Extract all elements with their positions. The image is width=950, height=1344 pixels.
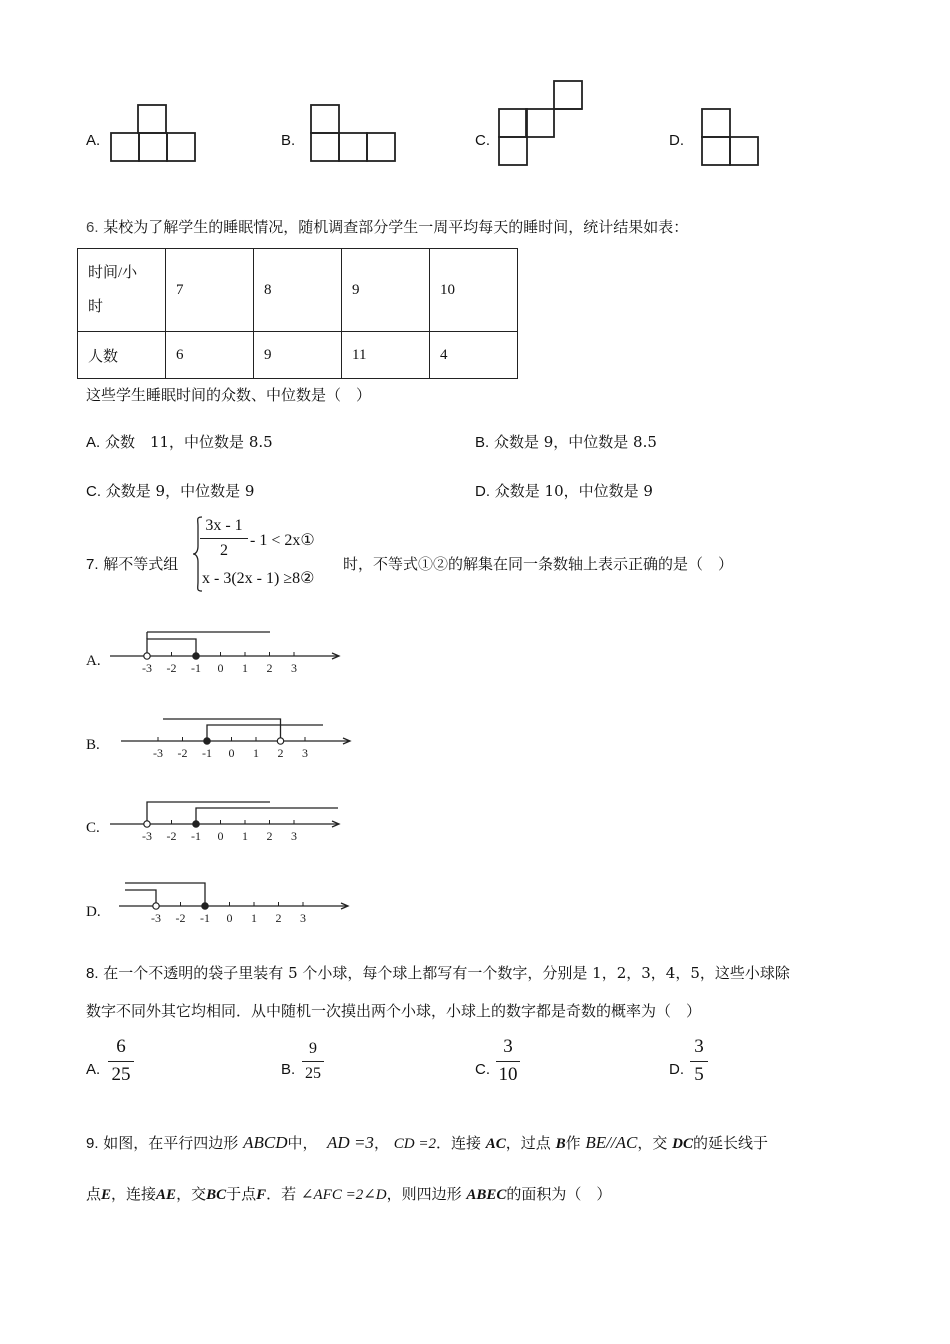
q6-option-b[interactable] (475, 431, 657, 452)
q6-count-cell: 11 (342, 332, 430, 379)
q7-ineq1-rest: - 1 < 2x① (250, 532, 315, 549)
axis-tick-label: 3 (291, 829, 297, 843)
q6-option-d-text: 众数是 10，中位数是 9 (494, 482, 653, 500)
q6-row2-label: 人数 (78, 332, 166, 379)
q8-option-c-denominator: 10 (498, 1064, 518, 1085)
q6-option-a[interactable] (86, 431, 273, 452)
q8-option-a-denominator: 25 (111, 1064, 131, 1085)
solution-ray-right (207, 725, 323, 741)
axis-tick-label: -1 (200, 911, 210, 925)
axis-tick-label: -1 (191, 829, 201, 843)
axis-tick-label: 1 (242, 661, 248, 675)
q6-option-c[interactable] (86, 480, 254, 501)
q6-option-d-label: D. (475, 483, 490, 500)
q6-table-row-hours (78, 249, 518, 332)
q5-option-b-label: B. (281, 132, 296, 149)
q5-option-a-label: A. (86, 132, 101, 149)
solution-ray-right (196, 808, 338, 824)
q6-hour-cell: 10 (430, 249, 518, 332)
q8-option-a-label: A. (86, 1061, 101, 1078)
axis-tick-label: 0 (226, 911, 233, 925)
q5-option-d-label: D. (669, 132, 684, 149)
q6-count-cell: 4 (430, 332, 518, 379)
q5-option-a-figure (110, 104, 200, 164)
q5-option-d-figure (701, 108, 763, 170)
q8-line1 (86, 962, 790, 983)
q9-text: 于点 (226, 1185, 257, 1203)
q7-option-c-label: C. (86, 820, 100, 836)
q6-hour-cell: 9 (342, 249, 430, 332)
q7-option-d-label: D. (86, 904, 101, 920)
q9-text: ．若 (266, 1185, 297, 1203)
q8-option-a-bar (108, 1061, 134, 1062)
q5-option-c-figure (498, 80, 588, 170)
open-point (144, 821, 150, 827)
q7-fraction-bar (200, 538, 248, 539)
q9-line2 (86, 1183, 611, 1204)
q7-option-d-number-line (119, 878, 359, 928)
closed-point (193, 653, 199, 659)
axis-tick-label: -2 (166, 661, 177, 675)
axis-tick-label: -2 (177, 746, 188, 760)
q9-math: E (101, 1187, 112, 1203)
q7-ineq1-fraction (200, 516, 248, 560)
solution-ray-right (147, 802, 270, 824)
q8-option-b-denominator: 25 (305, 1065, 321, 1082)
q9-text: ．连接 (435, 1134, 481, 1152)
closed-point (193, 821, 199, 827)
q6-table (77, 248, 518, 379)
q7-option-b-label: B. (86, 737, 100, 753)
axis-tick-label: -3 (142, 661, 152, 675)
q6-table-row-counts (78, 332, 518, 379)
q6-header-line1: 时间/小 (88, 265, 138, 281)
q9-math: AC (485, 1136, 506, 1152)
q9-text: 如图，在平行四边形 (103, 1134, 239, 1152)
q8-option-c-bar (496, 1061, 520, 1062)
q7-stem-before: 解不等式组 (103, 555, 179, 573)
q6-option-b-text: 众数是 9，中位数是 8.5 (493, 433, 657, 451)
q9-math: F (256, 1187, 267, 1203)
open-point (277, 738, 283, 744)
q9-line1 (86, 1132, 768, 1153)
q9-text: 作 (565, 1134, 581, 1152)
closed-point (204, 738, 210, 744)
axis-tick-label: 0 (228, 746, 235, 760)
q9-math: CD =2 (393, 1136, 436, 1152)
q8-number: 8. (86, 965, 99, 982)
solution-ray-left (125, 883, 205, 906)
q9-math: ABEC (466, 1187, 507, 1203)
q6-stem (86, 216, 688, 237)
open-point (153, 903, 159, 909)
axis-tick-label: 0 (217, 661, 224, 675)
q8-option-c-label: C. (475, 1061, 490, 1078)
q8-option-d-fraction[interactable] (690, 1036, 708, 1086)
axis-tick-label: 3 (291, 661, 297, 675)
q8-option-a-fraction[interactable] (108, 1036, 134, 1086)
q7-option-b-number-line (121, 713, 361, 763)
q9-text: 的延长线于 (692, 1134, 768, 1152)
q7-number: 7. (86, 556, 99, 573)
axis-tick-label: 0 (217, 829, 224, 843)
q7-ineq1-denominator: 2 (220, 542, 228, 559)
q9-text: ， (373, 1134, 389, 1152)
axis-tick-label: -1 (202, 746, 212, 760)
q6-option-a-text: 众数 11，中位数是 8.5 (104, 433, 273, 451)
open-point (144, 653, 150, 659)
q9-text: 中， (287, 1134, 318, 1152)
axis-tick-label: 3 (300, 911, 306, 925)
q7-option-a-label: A. (86, 653, 101, 669)
axis-tick-label: 2 (266, 661, 273, 675)
q9-text: ，连接 (111, 1185, 157, 1203)
axis-tick-label: -1 (191, 661, 201, 675)
axis-tick-label: 2 (275, 911, 282, 925)
axis-tick-label: -3 (151, 911, 161, 925)
q6-number: 6. (86, 219, 99, 236)
q9-math: B (555, 1136, 566, 1152)
q9-math: BC (206, 1187, 227, 1203)
q9-math: AD =3 (327, 1133, 374, 1152)
q9-text: 的面积为（ ） (506, 1185, 612, 1203)
closed-point (202, 903, 208, 909)
q7-stem-after: 时，不等式①②的解集在同一条数轴上表示正确的是（ ） (343, 555, 734, 573)
axis-tick-label: 1 (253, 746, 259, 760)
q6-header-line2: 时 (88, 299, 104, 315)
q8-option-d-numerator: 3 (694, 1036, 704, 1057)
q9-math: DC (672, 1136, 693, 1152)
q8-line1-text: 在一个不透明的袋子里装有 5 个小球，每个球上都写有一个数字，分别是 1，2，3，4，5，这些小球除 (103, 964, 790, 982)
q9-math: ∠AFC =2∠D (300, 1187, 387, 1203)
axis-tick-label: 1 (242, 829, 248, 843)
q6-count-cell: 6 (166, 332, 254, 379)
q6-stem-text: 某校为了解学生的睡眠情况，随机调查部分学生一周平均每天的睡时间，统计结果如表： (103, 218, 689, 236)
q6-hour-cell: 8 (254, 249, 342, 332)
axis-tick-label: 2 (277, 746, 284, 760)
q9-text: ，过点 (505, 1134, 551, 1152)
q6-hour-cell: 7 (166, 249, 254, 332)
q7-ineq1-numerator: 3x - 1 (205, 517, 243, 534)
axis-tick-label: -3 (153, 746, 163, 760)
q8-option-a-numerator: 6 (116, 1036, 126, 1057)
axis-tick-label: 2 (266, 829, 273, 843)
q9-math: AE (156, 1187, 177, 1203)
q9-text: ，则四边形 (386, 1185, 462, 1203)
q6-option-d[interactable] (475, 480, 653, 501)
q6-option-a-label: A. (86, 434, 101, 451)
q8-option-b-numerator: 9 (309, 1040, 317, 1057)
q6-table-header (78, 249, 166, 332)
q8-option-b-bar (302, 1061, 324, 1062)
axis-tick-label: -2 (166, 829, 177, 843)
q6-question: 这些学生睡眠时间的众数、中位数是（ ） (86, 386, 372, 404)
q9-text: ，交 (176, 1185, 207, 1203)
q7-stem-start (86, 553, 178, 574)
q9-text: 点 (86, 1185, 102, 1203)
q8-option-b-label: B. (281, 1061, 296, 1078)
q9-math: ABCD (243, 1133, 288, 1152)
q8-line2: 数字不同外其它均相同．从中随机一次摸出两个小球，小球上的数字都是奇数的概率为（ ） (86, 1002, 702, 1020)
axis-tick-label: 1 (251, 911, 257, 925)
q8-option-d-denominator: 5 (694, 1064, 704, 1085)
solution-ray-left (125, 890, 156, 906)
solution-ray-left (163, 719, 281, 741)
q7-ineq2: x - 3(2x - 1) ≥8② (202, 570, 315, 587)
axis-tick-label: 3 (302, 746, 308, 760)
q6-option-c-text: 众数是 9，中位数是 9 (105, 482, 255, 500)
q9-text: ，交 (637, 1134, 668, 1152)
q8-option-c-numerator: 3 (503, 1036, 513, 1057)
q9-number: 9. (86, 1135, 99, 1152)
q5-option-c-label: C. (475, 132, 490, 149)
q7-option-a-number-line (110, 628, 350, 678)
axis-tick-label: -2 (175, 911, 186, 925)
q5-option-b-figure (310, 104, 400, 164)
q6-count-cell: 9 (254, 332, 342, 379)
q8-option-d-label: D. (669, 1061, 684, 1078)
q8-option-d-bar (690, 1061, 708, 1062)
q6-option-b-label: B. (475, 434, 490, 451)
q6-option-c-label: C. (86, 483, 101, 500)
q7-option-c-number-line (110, 796, 350, 846)
axis-tick-label: -3 (142, 829, 152, 843)
q8-option-c-fraction[interactable] (496, 1036, 520, 1086)
q8-option-b-fraction[interactable] (302, 1039, 324, 1083)
q9-math: BE//AC (585, 1133, 638, 1152)
